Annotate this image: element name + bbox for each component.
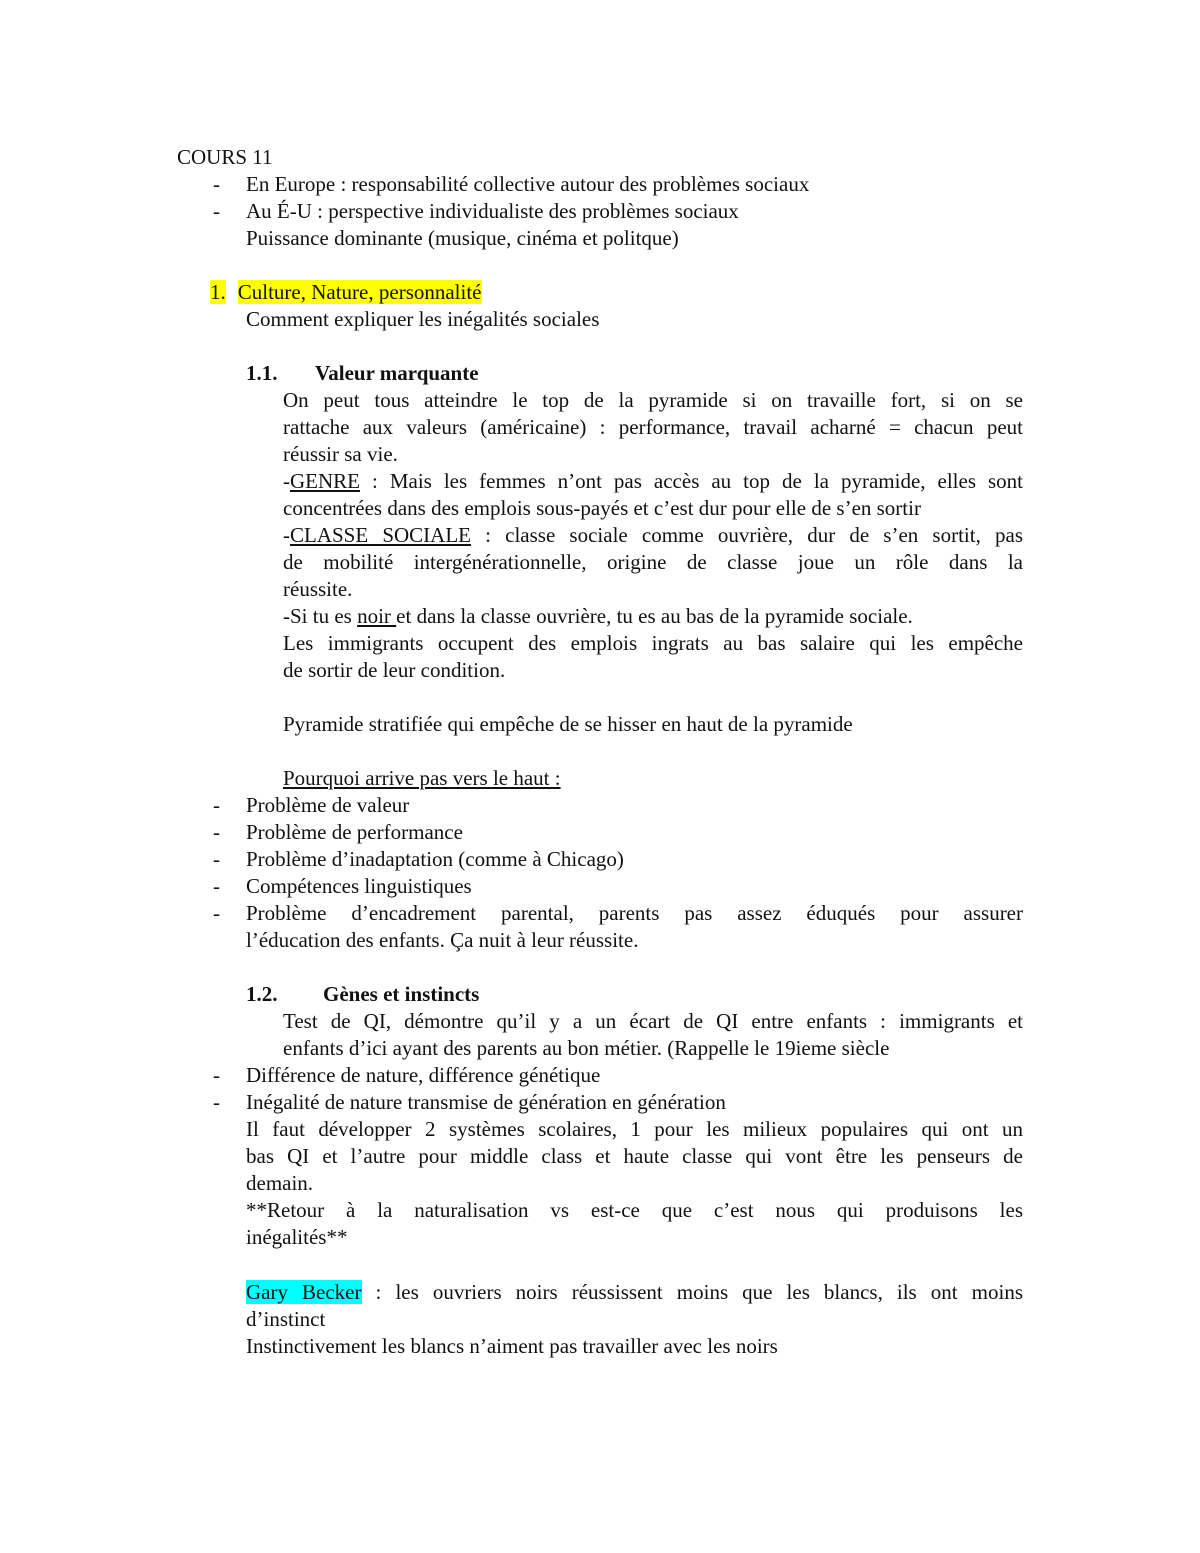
bullet-dash: - [213,1090,220,1114]
section-1-heading [210,279,482,306]
subsection-1-2-number: 1.2. [246,982,278,1006]
genre-text: : Mais les femmes n’ont pas accès au top de la pyramide, elles sont [360,469,1023,493]
classe-label: CLASSE SOCIALE [290,523,471,547]
gene-bullet: Inégalité de nature transmise de génération en génération [246,1090,726,1114]
paragraph-line: de mobilité intergénérationnelle, origine de classe joue un rôle dans la [283,550,1023,574]
section-1-title: Culture, Nature, personnalité [237,280,482,304]
classe-prefix: - [283,523,290,547]
reason-item: Problème d’inadaptation (comme à Chicago) [246,847,624,871]
intro-continuation: Puissance dominante (musique, cinéma et politque) [246,226,679,250]
becker-text: : les ouvriers noirs réussissent moins que les blancs, ils ont moins [361,1280,1023,1304]
reason-item: Compétences linguistiques [246,874,472,898]
section-1-number: 1. [210,280,226,304]
paragraph-line: de sortir de leur condition. [283,658,506,682]
gene-bullet: Différence de nature, différence génétique [246,1063,601,1087]
reason-item: Problème de valeur [246,793,410,817]
bullet-dash: - [213,874,220,898]
bullet-dash: - [213,793,220,817]
bullet-dash: - [213,172,220,196]
paragraph-line: Il faut développer 2 systèmes scolaires, 1 pour les milieux populaires qui ont un [246,1117,1023,1141]
paragraph-line: demain. [246,1171,314,1195]
paragraph-line: Les immigrants occupent des emplois ingrats au bas salaire qui les empêche [283,631,1023,655]
pyramide-line: Pyramide stratifiée qui empêche de se hisser en haut de la pyramide [283,712,853,736]
reason-item: Problème de performance [246,820,463,844]
paragraph-line: On peut tous atteindre le top de la pyramide si on travaille fort, si on se [283,388,1023,412]
noir-label: noir [357,604,397,628]
paragraph-line: rattache aux valeurs (américaine) : performance, travail acharné = chacun peut [283,415,1023,439]
bullet-dash: - [213,847,220,871]
subsection-1-2-title: Gènes et instincts [323,982,480,1006]
classe-line [283,522,1023,549]
paragraph-line: enfants d’ici ayant des parents au bon métier. (Rappelle le 19ieme siècle [283,1036,890,1060]
intro-bullet-usa: Au É-U : perspective individualiste des problèmes sociaux [246,199,739,223]
noir-prefix: -Si tu es [283,604,358,628]
course-title: COURS 11 [177,145,273,169]
classe-text: : classe sociale comme ouvrière, dur de s’en sortit, pas [471,523,1023,547]
paragraph-line: **Retour à la naturalisation vs est-ce que c’est nous qui produisons les [246,1198,1023,1222]
section-1-subtitle: Comment expliquer les inégalités sociales [246,307,600,331]
paragraph-line: concentrées dans des emplois sous-payés et c’est dur pour elle de s’en sortir [283,496,921,520]
bullet-dash: - [213,820,220,844]
reason-item: Problème d’encadrement parental, parents pas assez éduqués pour assurer [246,901,1023,925]
paragraph-line: Instinctivement les blancs n’aiment pas travailler avec les noirs [246,1334,778,1358]
subsection-1-1-title: Valeur marquante [315,361,479,385]
paragraph-line: inégalités** [246,1225,348,1249]
genre-prefix: - [283,469,290,493]
paragraph-line: Test de QI, démontre qu’il y a un écart de QI entre enfants : immigrants et [283,1009,1023,1033]
paragraph-line: d’instinct [246,1307,326,1331]
intro-bullet-europe: En Europe : responsabilité collective autour des problèmes sociaux [246,172,810,196]
reason-item-cont: l’éducation des enfants. Ça nuit à leur réussite. [246,928,639,952]
noir-line [283,603,913,630]
paragraph-line: réussite. [283,577,353,601]
bullet-dash: - [213,901,220,925]
becker-name: Gary Becker [246,1280,362,1304]
pourquoi-heading: Pourquoi arrive pas vers le haut : [283,766,561,790]
subsection-1-1-number: 1.1. [246,361,278,385]
bullet-dash: - [213,199,220,223]
noir-text: et dans la classe ouvrière, tu es au bas de la pyramide sociale. [396,604,913,628]
paragraph-line: réussir sa vie. [283,442,398,466]
bullet-dash: - [213,1063,220,1087]
genre-label: GENRE [290,469,360,493]
becker-line [246,1279,1023,1306]
paragraph-line: bas QI et l’autre pour middle class et haute classe qui vont être les penseurs de [246,1144,1023,1168]
genre-line [283,468,1023,495]
